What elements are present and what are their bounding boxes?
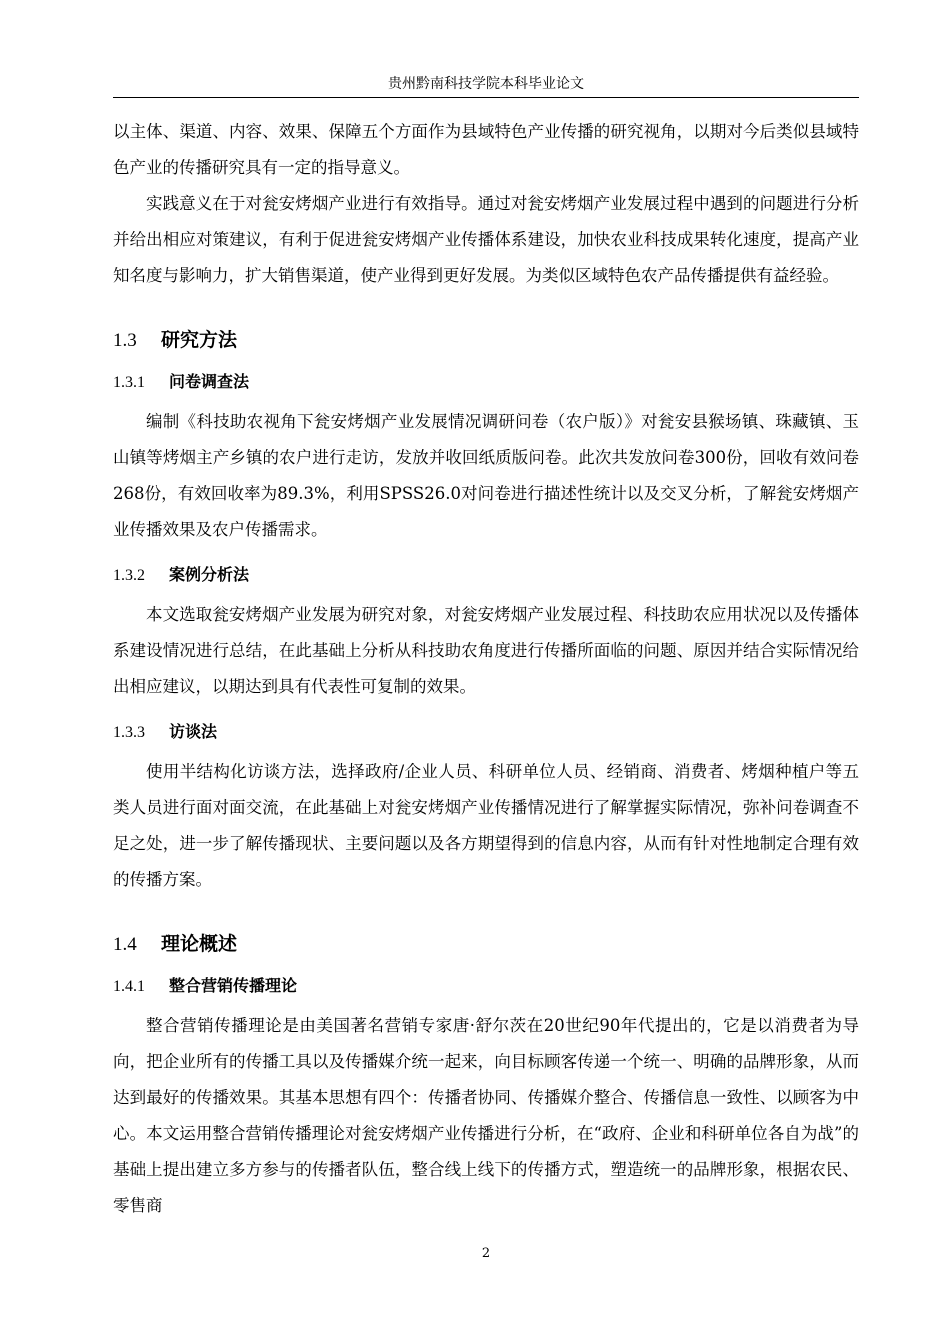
section-heading-1-4 <box>113 930 859 959</box>
header-rule <box>113 97 859 98</box>
page-number: 2 <box>481 1246 491 1261</box>
section-number: 1.4 <box>113 934 137 955</box>
paragraph-questionnaire: 编制《科技助农视角下瓮安烤烟产业发展情况调研问卷（农户版）》对瓮安县猴场镇、珠藏镇、玉山镇等烤烟主产乡镇的农户进行走访，发放并收回纸质版问卷。此次共发放问卷300份，回收有效问卷268份，有效回收率为89.3%，利用SPSS26.0对问卷进行描述性统计以及交叉分析，了解瓮安烤烟产业传播效果及农户传播需求。 <box>113 412 859 539</box>
paragraph-continued: 以主体、渠道、内容、效果、保障五个方面作为县域特色产业传播的研究视角，以期对今后类似县域特色产业的传播研究具有一定的指导意义。 <box>113 122 859 177</box>
paragraph-imc-theory: 整合营销传播理论是由美国著名营销专家唐·舒尔茨在20世纪90年代提出的，它是以消费者为导向，把企业所有的传播工具以及传播媒介统一起来，向目标顾客传递一个统一、明确的品牌形象，从而达到最好的传播效果。其基本思想有四个：传播者协同、传播媒介整合、传播信息一致性、以顾客为中心。本文运用整合营销传播理论对瓮安烤烟产业传播进行分析，在“政府、企业和科研单位各自为战”的基础上提出建立多方参与的传播者队伍，整合线上线下的传播方式，塑造统一的品牌形象，根据农民、零售商 <box>113 1016 859 1215</box>
subsection-heading-1-4-1 <box>113 973 859 1000</box>
subsection-number: 1.3.2 <box>113 567 145 584</box>
running-header: 贵州黔南科技学院本科毕业论文 <box>388 76 584 92</box>
subsection-title: 案例分析法 <box>169 565 250 584</box>
subsection-title: 整合营销传播理论 <box>169 976 298 995</box>
page-body <box>113 114 859 1224</box>
subsection-title: 问卷调查法 <box>169 372 250 391</box>
subsection-number: 1.3.3 <box>113 724 145 741</box>
subsection-heading-1-3-3 <box>113 719 859 746</box>
subsection-heading-1-3-2 <box>113 562 859 589</box>
paragraph-practical-significance: 实践意义在于对瓮安烤烟产业进行有效指导。通过对瓮安烤烟产业发展过程中遇到的问题进行分析并给出相应对策建议，有利于促进瓮安烤烟产业传播体系建设，加快农业科技成果转化速度，提高产业知名度与影响力，扩大销售渠道，使产业得到更好发展。为类似区域特色农产品传播提供有益经验。 <box>113 194 859 285</box>
section-title: 研究方法 <box>161 329 238 351</box>
paragraph-case-analysis: 本文选取瓮安烤烟产业发展为研究对象，对瓮安烤烟产业发展过程、科技助农应用状况以及传播体系建设情况进行总结，在此基础上分析从科技助农角度进行传播所面临的问题、原因并结合实际情况给出相应建议，以期达到具有代表性可复制的效果。 <box>113 605 859 696</box>
section-number: 1.3 <box>113 330 137 351</box>
section-heading-1-3 <box>113 326 859 355</box>
subsection-number: 1.4.1 <box>113 978 145 995</box>
section-title: 理论概述 <box>161 933 238 955</box>
subsection-number: 1.3.1 <box>113 374 145 391</box>
subsection-title: 访谈法 <box>169 722 218 741</box>
paragraph-interview: 使用半结构化访谈方法，选择政府/企业人员、科研单位人员、经销商、消费者、烤烟种植户等五类人员进行面对面交流，在此基础上对瓮安烤烟产业传播情况进行了解掌握实际情况，弥补问卷调查不足之处，进一步了解传播现状、主要问题以及各方期望得到的信息内容，从而有针对性地制定合理有效的传播方案。 <box>113 762 859 889</box>
subsection-heading-1-3-1 <box>113 369 859 396</box>
